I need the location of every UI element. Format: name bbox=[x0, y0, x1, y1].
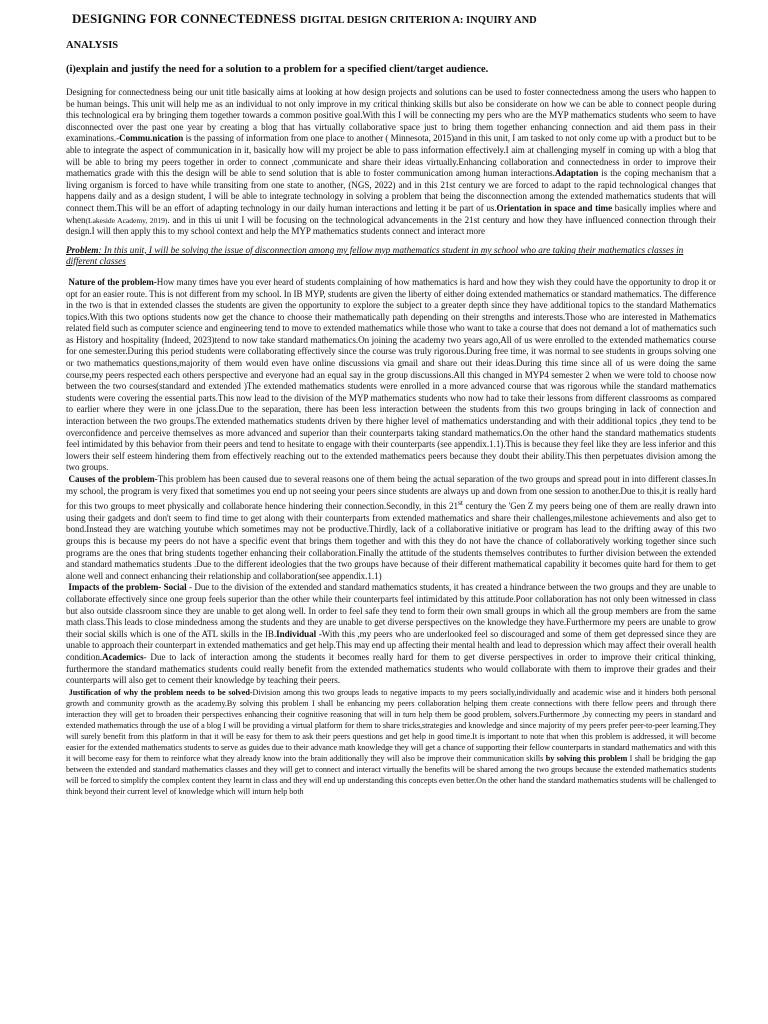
causes-text-b: century the 'Gen Z my peers being one of them are really drawn into using their gadgets and don't seem to find time to get along with their counterparts from extended mathematics and share their challenges,milestone achievements and also get to bond.Instead they are watching youtube which sometimes may not be productive.Thirdly, lack of a collaborative initiative or program has lead to the drifting away of this two groups this is because my peers do not have a specific event that brings them together and with this they do not have the chance of collaboratively working together since such programs are the ones that bring students together enhancing their collaboration.Finally the attitude of the students themselves contributes to further division between the extended and standard mathematics students .Due to the different ideologies that the two groups have because of their different mathematical capability it becomes quite hard for them to get alone well and connect enhancing their relationship and collaboration(see appendix.1.1) bbox=[66, 501, 716, 581]
title-line bbox=[66, 10, 716, 29]
criterion-heading: (i)explain and justify the need for a solution to a problem for a specified client/target audience. bbox=[66, 64, 489, 75]
intro-text-5: . and in this ui unit I will be focusing on the technological advancements in the 21st century and how they have influenced connection through their design.I will then apply this to my school context and help the MYP mathematics students connect and interact more bbox=[66, 214, 716, 237]
document-subtitle: DIGITAL DESIGN CRITERION A: INQUIRY AND bbox=[299, 15, 537, 26]
justification-text-a: Division among this two groups leads to negative impacts to my peers socially,individually and academic wise and it hinders both personal growth and community growth as the academy.By solving this problem I shall be enhancing my peers collaboration helping them create connections with there fellow peers and through there interaction they will get to broaden their perspectives enhancing their cognitive reasoning that will in turn help them be good problem, solvers.Furthermore ,by connecting my peers in standard and extended mathematics through the use of a blog I will be providing a virtual platform for them to share tricks,strategies and knowledge and since majority of my peers prefer peer-to-peer learning.They will surely benefit from this platform in that it will be easy for them to ask their peers questions and get help in good time.It is important to note that when this problem is addressed, it will become easier for the extended mathematics students to serve as guides due to their advance math knowledge they will get a chance of supporting their fellow counterparts in standard mathematics and with this it will become easy for them to reinforce what they already know into the brain additionally they will also be improve their communication skills bbox=[66, 687, 716, 763]
intro-text-1: Designing for connectedness being our unit title basically aims at looking at how design projects and solutions can be used to foster connectedness among the users who happen to be human beings. This unit will help me as an individual to not only improve in my critical thinking skills but also be considerate on how we can be able to connect people during this technological era by bringing them together towards a common positive goal.With this I will be connecting my pers who are the MYP mathematics students who seem to have disconnected over the past one year by creating a blog that has virtually collaborative space just to bring them together enhancing connection and aid them pass in their examinations.- bbox=[66, 87, 716, 144]
justification-label: Justification of why the problem needs to be solved- bbox=[68, 687, 253, 697]
justification-paragraph bbox=[66, 687, 716, 797]
intro-text-2: is the passing of information from one place to another ( Minnesota, 2015)and in this unit, I am tasked to not only come up with a product but to be able to integrate the aspect of communication in it, basically how will my project be able to pass information effectively.I aim at challenging myself in coming up with a blog that will be able to bring my peers together in order to connect ,communicate and share their ideas virtually.Enhancing collaboration and connectedness in order to improve their mathematics grade with this the design will be able to send solution that is able to foster communication among human interactions. bbox=[66, 133, 716, 179]
causes-paragraph bbox=[66, 474, 716, 582]
impacts-label: Impacts of the problem- Social bbox=[68, 582, 187, 593]
solving-label: by solving this problem bbox=[545, 753, 628, 763]
impacts-text-a: - Due to the division of the extended and standard mathematics students, it has created a hindrance between the two groups and they are unable to collaborate effectively since one group feels superior than the other while their counterparts feel intimidated by this attitude.Poor collaboration has not only been witnessed in class but also outside classroom since they are unable to get along well. In order to feel safe they tend to form their own small groups in which all the group members are from the same math class.This leads to close mindedness among the students and they are unable to get diverse perspectives on the knowledge they have.Furthermore my peers are unable to grow their social skills which is one of the ATL skills in the IB. bbox=[66, 582, 716, 639]
impacts-paragraph bbox=[66, 582, 716, 686]
intro-paragraph bbox=[66, 87, 716, 238]
nature-label: Nature of the problem- bbox=[68, 276, 157, 287]
causes-text-a: This problem has been caused due to several reasons one of them being the actual separation of the two groups and spread pout in into different classes.In my school, the program is very fixed that sometimes you end up not seeing your peers since students are always up and down from one session to another.Due to this,it is really hard for this two groups to meet physically and collaborate hence hindering their connection.Secondly, in this 21 bbox=[66, 474, 716, 512]
causes-sup: st bbox=[457, 498, 463, 508]
intro-text-3: is the coping mechanism that a living organism is forced to have while transiting from one state to another, (NGS, 2022) and in this 21st century we are forced to adapt to the rapid technological changes that happens daily and as a design student, I will be able to integrate technology in solving a problem that being the disconnection among the extended mathematics students that will connect them.This will be an effort of adapting technology in our daily human interactions and letting it be part of us. bbox=[66, 168, 717, 213]
document-title: DESIGNING FOR CONNECTEDNESS bbox=[72, 11, 296, 26]
justification-text-b: I shall be bridging the gap between the extended and standard mathematics classes and they will get to connect and interact virtually the benefits will be shared among the two groups because the extended mathematics students will be forced to simplify the complex content they learnt in class and they will end up understanding this concepts even better.On the other hand the standard mathematics students will be challenged to think beyond their current level of knowledge which will inturn help both bbox=[66, 753, 717, 796]
lakeside-citation: (Lakeside Academy, 2019) bbox=[85, 215, 168, 225]
nature-text: How many times have you ever heard of students complaining of how mathematics is hard and how they wish they could have the opportunity to drop it or opt for an easier route. This is not different from my school. In IB MYP, students are given the liberty of either doing extended mathematics or standard mathematics. The difference in the two is that in extended classes the students are given the opportunity to explore the subject to a greater depth since they have additional topics to the standard Mathematics topics.With this two options students now get the chance to choose their mathematically path depending on their strengths and interests.Those who are interested in Mathematics related field such as computer science and engineering tend to move to extended mathematics while those who want to take a course that does not demand a lot of mathematics such as History and hospitality (Indeed, 2023)tend to now take standard mathematics.On joining the academy two years ago,All of us were enrolled to the extended mathematics course for one semester.During this period students were collaborating effectively since the course was truly rigorous.During free time, it was normal to see students in groups solving one or two mathematics questions,majority of them would even have online discussions via gmail and share out their ideas.During this time since all of us were doing the same course,my peers respected each others perspective and everyone had an equal say in the group discussions.All this changed in MYP4 semester 2 when we were told to choose now between the two courses(standard and extended )The extended mathematics students were enrolled in a more advanced course that was rigorous while the standard mathematics students were covering the essential parts.This now lead to the division of the MYP mathematics students who now had to take their lessons from different classrooms as compared to earlier where they were in one jclass.Due to the separation, there has been less interaction between the students from this two groups bringing in lack of connection and interaction between the two groups.The extended mathematics students driven by there higher level of mathematics understanding and with their additional topics ,they tend to be overconfidence and perceive themselves as more advanced and superior than their counterparts taking standard mathematics.On the other hand the standard mathematics students feel intimidated by this behavior from their peers and tend to hesitate to engage with their counterparts (see appendix.1.1).This is because they feel like they are less inferior and this lowers their self esteem hindering them from effectively reaching out to the extended mathematics peers because they doubt their ability.This then perpetuates division among the two groups. bbox=[66, 276, 717, 473]
causes-label: Causes of the problem- bbox=[68, 474, 158, 484]
communication-term: Commu.nication bbox=[119, 133, 184, 144]
intro-text-4: basically implies where and when bbox=[66, 202, 716, 225]
problem-label: Problem bbox=[66, 245, 99, 256]
problem-statement bbox=[66, 246, 716, 269]
document-subtitle-continued: ANALYSIS bbox=[66, 40, 119, 51]
individual-label: Individual bbox=[276, 628, 317, 639]
nature-paragraph bbox=[66, 277, 716, 474]
academics-label: Academics bbox=[102, 651, 144, 662]
orientation-term: Orientation in space and time bbox=[496, 202, 613, 213]
justification-block bbox=[66, 687, 716, 797]
impacts-text-b: -With this ,my peers who are underlooked feel so discouraged and some of them get depressed since they are unable to approach their counterpart in extended mathematics and get help.This may end up affecting their mental health and lead to depression which may affect their overall health condition. bbox=[66, 628, 716, 662]
problem-text: : In this unit, I will be solving the issue of disconnection among my fellow myp mathematics student in my school who are taking their mathematics classes in different classes bbox=[66, 245, 684, 268]
impacts-text-c: - Due to lack of interaction among the students it becomes really hard for them to get diverse perspectives in order to improve their critical thinking, furthermore the standard mathematics students could really benefit from the extended mathematics students who would collaborate with them to improve their grades and their counterparts will also get to cement their knowledge by teaching their peers. bbox=[66, 651, 716, 686]
adaptation-term: Adaptation bbox=[554, 168, 599, 179]
